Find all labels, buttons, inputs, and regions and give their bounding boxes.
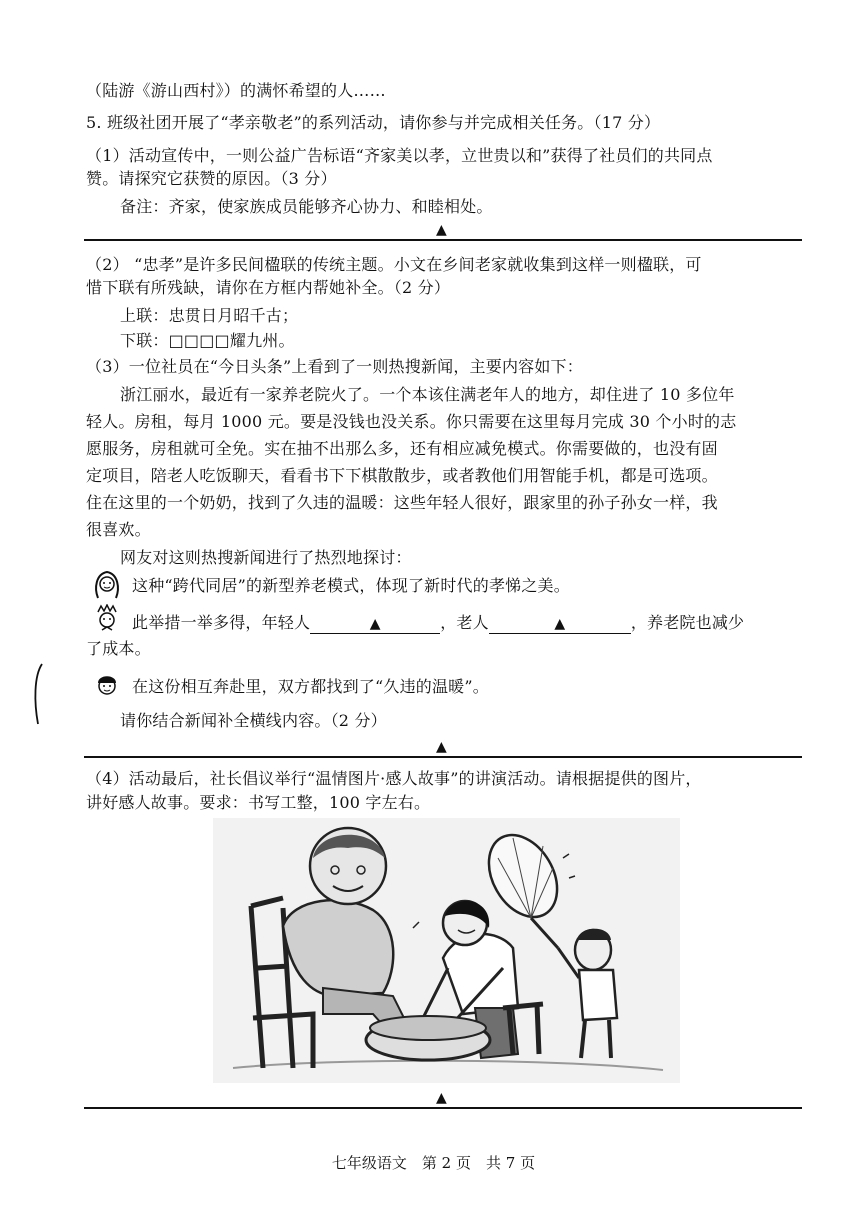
foot-washing-illustration	[213, 818, 680, 1083]
news-line-6: 很喜欢。	[86, 520, 151, 539]
q5-3-intro: （3）一位社员在“今日头条”上看到了一则热搜新闻，主要内容如下：	[86, 357, 583, 376]
comment-1: 这种“跨代同居”的新型养老模式，体现了新时代的孝悌之美。	[132, 576, 570, 595]
answer-line	[84, 239, 802, 241]
avatar-girl-icon	[92, 568, 122, 600]
news-line-3: 愿服务，房租就可全免。实在抽不出那么多，还有相应减免模式。你需要做的，也没有固	[86, 439, 718, 458]
blank-elderly[interactable]: ▲	[489, 615, 631, 634]
answer-mark: ▲	[436, 222, 447, 238]
avatar-child-icon	[92, 670, 122, 700]
news-line-5: 住在这里的一个奶奶，找到了久违的温暖：这些年轻人很好，跟家里的孙子孙女一样，我	[86, 493, 718, 512]
avatar-boy-icon	[92, 604, 122, 634]
page-footer: 七年级语文 第 2 页 共 7 页	[331, 1154, 536, 1172]
q5-4-line2: 讲好感人故事。要求：书写工整，100 字左右。	[86, 793, 431, 812]
answer-line	[84, 1107, 802, 1109]
continuation-line: （陆游《游山西村》）的满怀希望的人……	[86, 81, 386, 100]
comment-2-part-c: ，养老院也减少	[630, 613, 745, 632]
comment-2	[132, 612, 744, 634]
answer-line	[84, 756, 802, 758]
q5-1-line2: 赞。请探究它获赞的原因。（3 分）	[86, 169, 337, 188]
news-line-4: 定项目，陪老人吃饭聊天，看看书下下棋散散步，或者教他们用智能手机，都是可选项。	[86, 466, 718, 485]
q5-1-line1: （1）活动宣传中，一则公益广告标语“齐家美以孝，立世贵以和”获得了社员们的共同点	[86, 146, 713, 165]
news-line-2: 轻人。房租，每月 1000 元。要是没钱也没关系。你只需要在这里每月完成 30 个小时的志	[86, 412, 737, 431]
q5-2-line2: 惜下联有所残缺，请你在方框内帮她补全。（2 分）	[86, 278, 451, 297]
q5-2-line1: （2） “忠孝”是许多民间楹联的传统主题。小文在乡间老家就收集到这样一则楹联，可	[86, 255, 702, 274]
comment-2-line2: 了成本。	[86, 639, 151, 658]
q5-1-note: 备注：齐家，使家族成员能够齐心协力、和睦相处。	[120, 197, 493, 216]
discussion-intro: 网友对这则热搜新闻进行了热烈地探讨：	[120, 548, 412, 567]
question-5-title: 5. 班级社团开展了“孝亲敬老”的系列活动，请你参与并完成相关任务。（17 分）	[86, 113, 661, 132]
comment-2-part-b: ，老人	[440, 613, 489, 632]
comment-3: 在这份相互奔赴里，双方都找到了“久违的温暖”。	[132, 677, 489, 696]
blank-youth[interactable]: ▲	[310, 615, 440, 634]
couplet-upper: 上联：忠贯日月昭千古；	[120, 306, 299, 325]
comment-2-part-a: 此举措一举多得，年轻人	[132, 613, 311, 632]
answer-mark: ▲	[436, 739, 447, 755]
margin-pen-mark-icon	[30, 662, 44, 726]
answer-mark: ▲	[436, 1090, 447, 1106]
couplet-lower: 下联：□□□□耀九州。	[120, 331, 295, 350]
q5-4-line1: （4）活动最后，社长倡议举行“温情图片·感人故事”的讲演活动。请根据提供的图片，	[86, 769, 702, 788]
q5-3-task: 请你结合新闻补全横线内容。（2 分）	[120, 711, 387, 730]
news-line-1: 浙江丽水，最近有一家养老院火了。一个本该住满老年人的地方，却住进了 10 多位年	[120, 385, 735, 404]
